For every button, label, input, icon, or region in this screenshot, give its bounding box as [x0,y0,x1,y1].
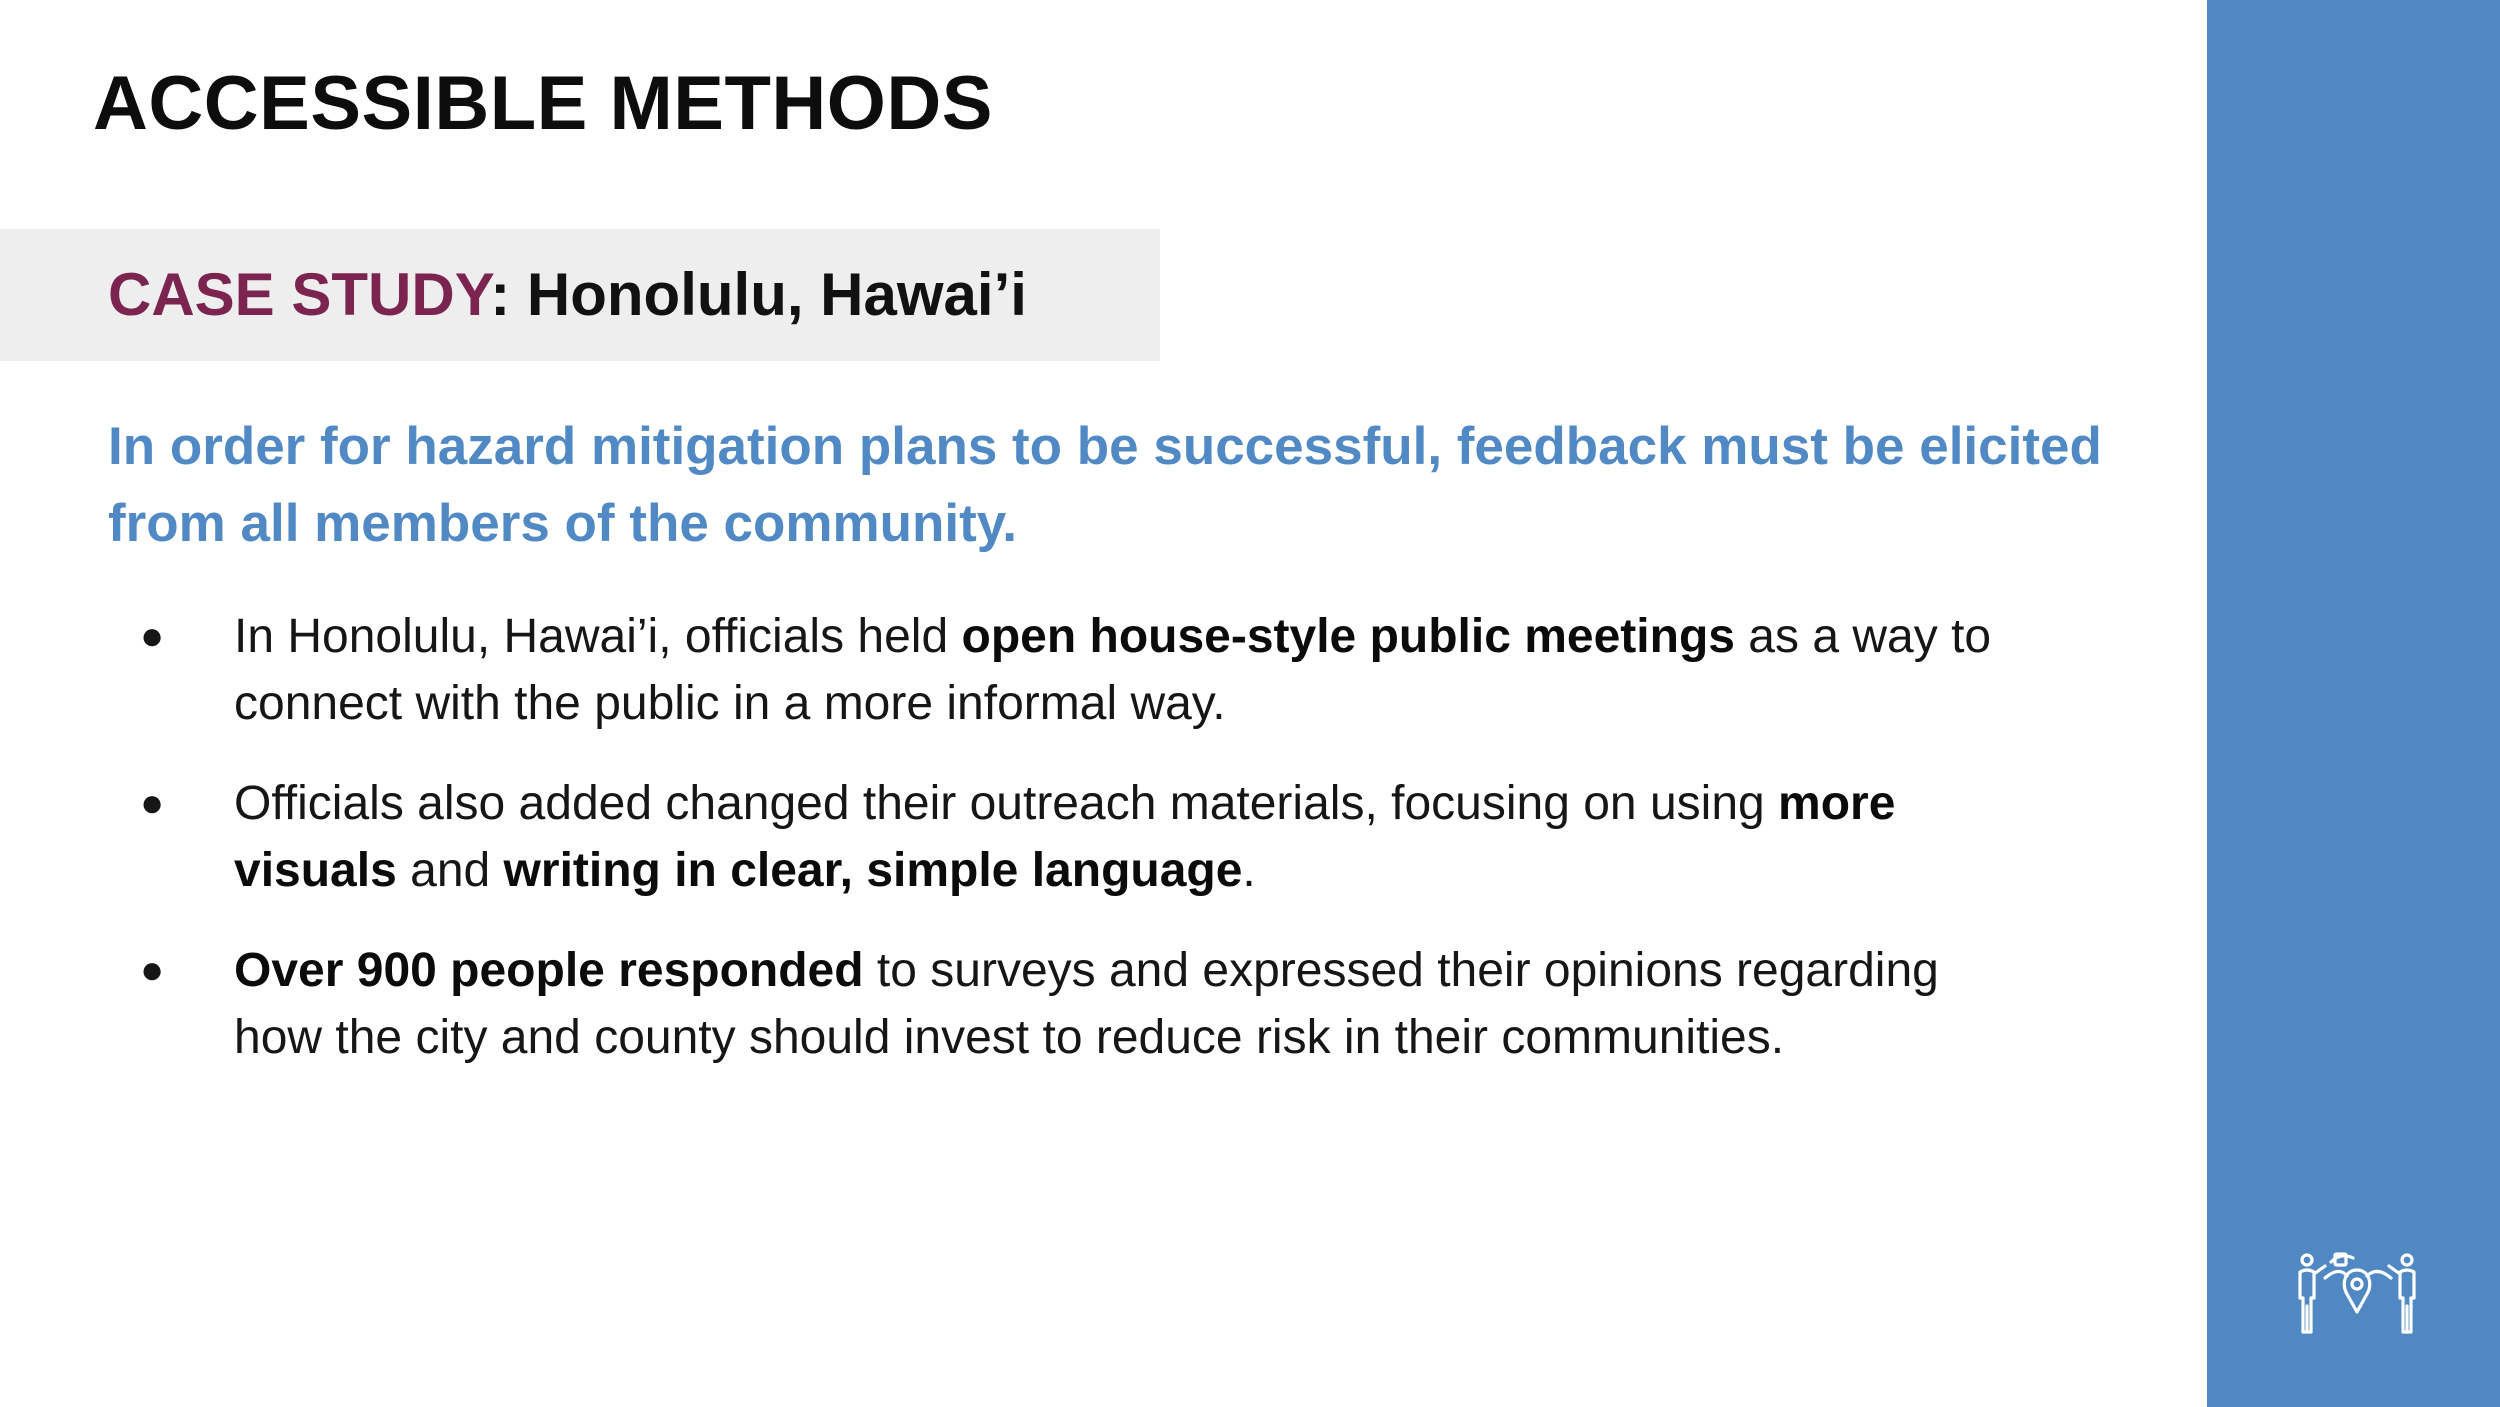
bullet-text-part: In Honolulu, Hawai’i, officials held [234,610,962,663]
slide-title: ACCESSIBLE METHODS [93,61,993,146]
bullet-marker: ● [140,614,165,658]
lead-statement: In order for hazard mitigation plans to be successful, feedback must be elicited from all members of the community. [108,417,2102,553]
case-study-heading [108,259,1027,331]
bullet-emphasis: Over 900 people responded [234,944,864,997]
bullet-text [234,770,2040,904]
case-study-band [0,229,1160,361]
bullet-marker: ● [140,948,165,992]
bullet-text-part: to surveys and expressed their opinions regarding how the city and county should invest to reduce risk in their communities. [234,944,1939,1064]
case-study-label: CASE STUDY [108,261,491,328]
bullet-text-part: as a way to connect with the public in a more informal way. [234,610,1992,730]
bullet-text [234,603,2040,737]
bullet-emphasis: writing in clear, simple language [503,844,1243,897]
bullet-emphasis: more visuals [234,777,1896,897]
community-people-location-icon [2291,1248,2423,1336]
bullet-text-part: Officials also added changed their outreach materials, focusing on using [234,777,1779,830]
side-panel [2207,0,2500,1407]
bullet-item [140,937,2040,1071]
case-study-separator: : [490,261,511,328]
case-study-location: Honolulu, Hawai’i [510,261,1027,328]
bullet-list [140,603,2040,1104]
bullet-item [140,603,2040,737]
bullet-text-part: . [1242,844,1256,897]
bullet-text-part: and [396,844,504,897]
bullet-item [140,770,2040,904]
bullet-text [234,937,2040,1071]
bullet-emphasis: open house-style public meetings [961,610,1735,663]
bullet-marker: ● [140,781,165,825]
